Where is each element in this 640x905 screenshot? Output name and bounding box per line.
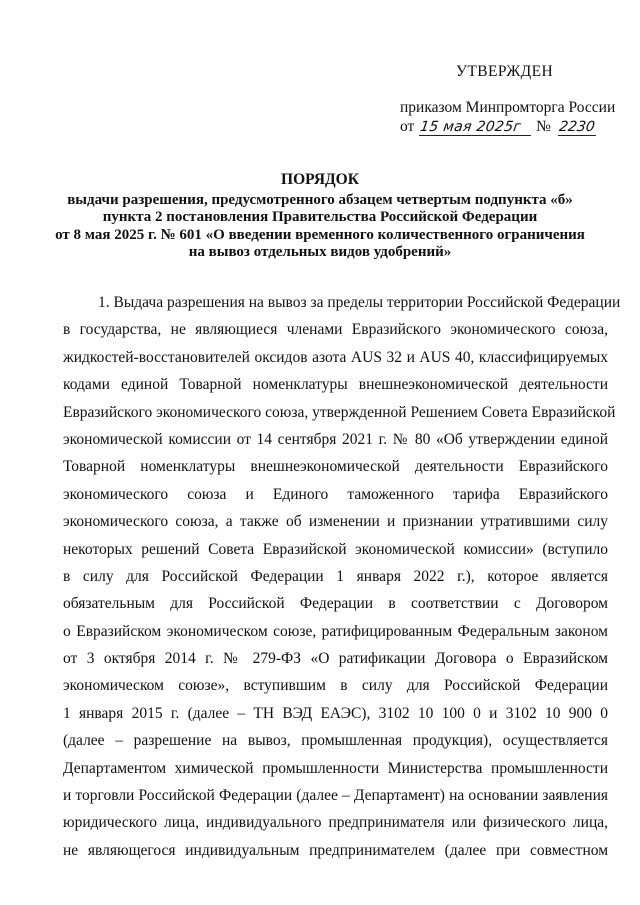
paragraph-line: Департаментом химической промышленности Министерства промышленности	[63, 759, 608, 777]
paragraph-line: Товарной номенклатуры внешнеэкономической деятельности Евразийского	[63, 458, 608, 476]
paragraph-line: и торговли Российской Федерации (далее – Департамент) на основании заявления	[63, 787, 608, 805]
paragraph-line: 1 января 2015 г. (далее – ТН ВЭД ЕАЭС), 3102 10 100 0 и 3102 10 900 0	[63, 704, 608, 722]
paragraph-line: Евразийского экономического союза, утвержденной Решением Совета Евразийской	[63, 403, 616, 421]
heading-line: пункта 2 постановления Правительства Российской Федерации	[102, 209, 538, 226]
paragraph-line: некоторых решений Совета Евразийской экономической комиссии» (вступило	[63, 540, 608, 558]
paragraph-line: экономической комиссии от 14 сентября 2021 г. № 80 «Об утверждении единой	[63, 430, 608, 448]
order-date-line	[400, 117, 597, 137]
heading-line: на вывоз отдельных видов удобрений»	[188, 244, 452, 261]
paragraph-line: не являющегося индивидуальным предпринимателем (далее при совместном	[63, 841, 608, 859]
number-prefix: №	[536, 118, 551, 135]
paragraph-line: юридического лица, индивидуального предпринимателя или физического лица,	[63, 814, 608, 832]
handwritten-number: 2230	[558, 120, 598, 136]
heading-line: выдачи разрешения, предусмотренного абзацем четвертым подпункта «б»	[67, 191, 573, 208]
paragraph-line: экономического союза, а также об изменении и признании утратившими силу	[63, 513, 608, 531]
approved-title: УТВЕРЖДЕН	[456, 63, 554, 80]
paragraph-line: 1. Выдача разрешения на вывоз за пределы территории Российской Федерации	[98, 294, 621, 311]
handwritten-date: 15 мая 2025г	[419, 120, 533, 136]
paragraph-line: о Евразийском экономическом союзе, ратифицированным Федеральным законом	[63, 622, 608, 640]
paragraph-line: в государства, не являющиеся членами Евразийского экономического союза,	[63, 321, 608, 339]
document-heading	[55, 171, 585, 262]
order-reference: приказом Минпромторга России	[400, 99, 616, 116]
paragraph-line: кодами единой Товарной номенклатуры внешнеэкономической деятельности	[63, 376, 608, 394]
document-title: ПОРЯДОК	[281, 171, 359, 188]
paragraph-line: обязательным для Российской Федерации в соответствии с Договором	[63, 595, 608, 613]
paragraph-line: в силу для Российской Федерации 1 января 2022 г.), которое является	[63, 567, 608, 585]
paragraph-line: (далее – разрешение на вывоз, промышленная продукция), осуществляется	[63, 732, 608, 750]
date-prefix: от	[400, 118, 415, 135]
paragraph-line: экономическом союзе», вступившим в силу для Российской Федерации	[63, 677, 608, 695]
paragraph-line: жидкостей-восстановителей оксидов азота AUS 32 и AUS 40, классифицируемых	[63, 348, 608, 366]
heading-line: от 8 мая 2025 г. № 601 «О введении временного количественного ограничения	[55, 226, 585, 243]
paragraph-line: экономического союза и Единого таможенного тарифа Евразийского	[63, 485, 608, 503]
document-body	[63, 289, 621, 864]
paragraph-line: от 3 октября 2014 г. № 279-ФЗ «О ратификации Договора о Евразийском	[63, 650, 608, 668]
